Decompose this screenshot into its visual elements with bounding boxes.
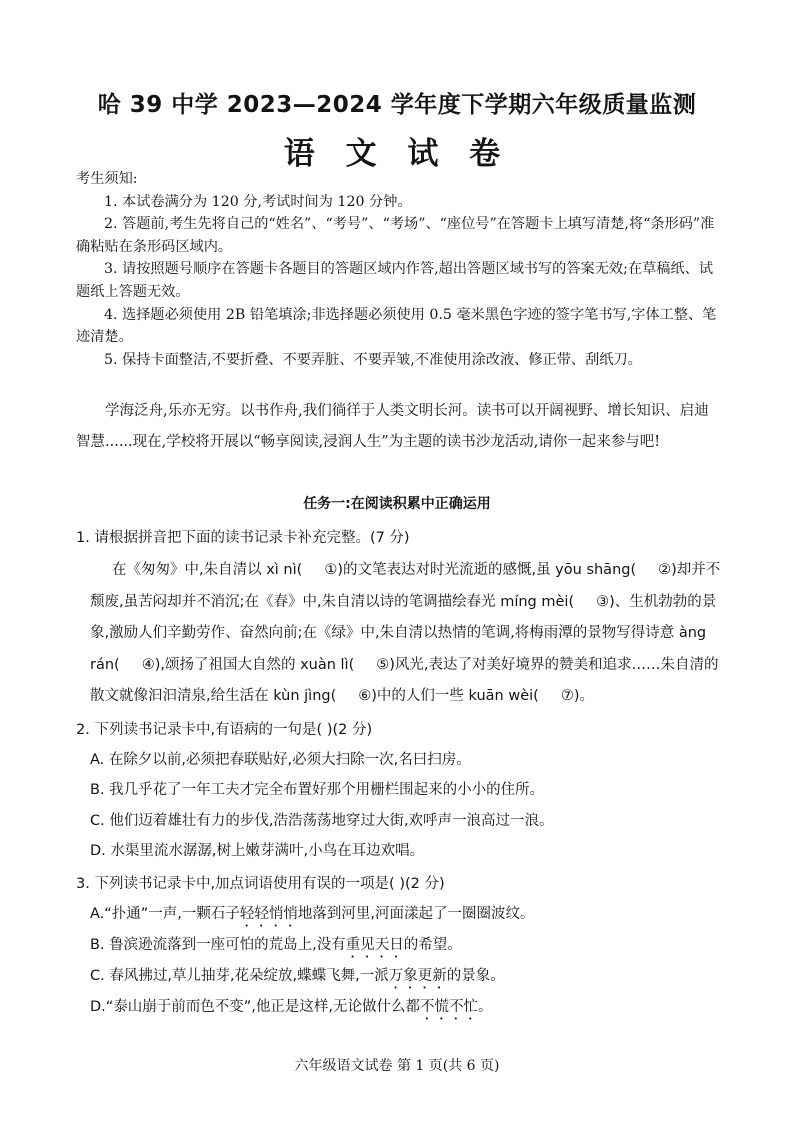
option-text: B. 鲁滨逊流落到一座可怕的荒岛上,没有 [90, 936, 346, 953]
passage-text: )的文笔表达对时光流逝的感慨,虽 yōu shāng( [337, 562, 637, 578]
option-c[interactable]: C. 他们迈着雄壮有力的步伐,浩浩荡荡地穿过大街,欢呼声一浪高过一浪。 [90, 812, 554, 829]
option-d[interactable]: D. 水渠里流水潺潺,树上嫩芽满叶,小鸟在耳边欢唱。 [90, 843, 425, 859]
option-text: D.“泰山崩于前而色不变”,他正是这样,无论做什么都 [90, 998, 421, 1015]
passage-text: ),颂扬了祖国大自然的 xuàn lì( [154, 656, 355, 673]
question-3-stem: 3. 下列读书记录卡中,加点词语使用有误的一项是( )(2 分) [76, 875, 445, 892]
option-text: C. 春风拂过,草儿抽芽,花朵绽放,蝶蝶飞舞,一派 [90, 967, 389, 984]
exam-subject-title: 语 文 试 卷 [283, 136, 511, 172]
option-b[interactable]: B. 我几乎花了一年工夫才完全布置好那个用栅栏围起来的小小的住所。 [90, 782, 545, 798]
passage-text: )风光,表达了对美好境界的赞美和追求……朱自清的散文就像汩汩清泉,给生活在 kùn jìng( [90, 656, 719, 704]
page-footer: 六年级语文试卷 第 1 页(共 6 页) [294, 1058, 500, 1074]
exam-title: 哈 39 中学 2023—2024 学年度下学期六年级质量监测 [97, 92, 697, 118]
notice-heading: 考生须知: [76, 171, 138, 187]
questions [76, 523, 722, 1023]
option-text: 地落到河里,河面漾起了一圈圈波纹。 [297, 905, 535, 922]
option-text: 。 [478, 998, 493, 1015]
blank-4[interactable]: ④ [141, 656, 155, 673]
question-2-stem: 2. 下列读书记录卡中,有语病的一句是( )(2 分) [76, 721, 373, 738]
question-3 [76, 869, 722, 1023]
option-text: 的希望。 [403, 936, 462, 953]
blank-7[interactable]: ⑦ [560, 688, 574, 704]
passage-text: 在《匆匆》中,朱自清以 xì nì( [112, 562, 303, 578]
option-c[interactable] [76, 961, 722, 992]
notice-item: 3. 请按照题号顺序在答题卡各题目的答题区域内作答,超出答题区域书写的答案无效;在草稿纸、试题纸上答题无效。 [76, 261, 714, 300]
passage-text: )中的人们一些 kuān wèi( [371, 688, 539, 704]
blank-3[interactable]: ③ [596, 593, 610, 610]
dotted-word: 万象更新 [388, 967, 447, 984]
passage-text: )、生机勃勃的景象,激励人们辛勤劳作、奋然向前;在《绿》中,朱自清以热情的笔调,将梅雨潭的景物写得诗意 àng rán( [90, 593, 717, 673]
notice-item: 4. 选择题必须使用 2B 铅笔填涂;非选择题必须使用 0.5 毫米黑色字迹的签字笔书写,字体工整、笔迹清楚。 [76, 306, 717, 346]
option-a[interactable] [76, 899, 722, 930]
option-text: A.“扑通”一声,一颗石子 [90, 905, 240, 922]
blank-5[interactable]: ⑤ [376, 656, 390, 673]
option-d[interactable] [76, 992, 722, 1023]
option-a[interactable]: A. 在除夕以前,必须把春联贴好,必须大扫除一次,名曰扫房。 [90, 751, 471, 768]
passage-text: )。 [573, 688, 594, 704]
blank-2[interactable]: ② [658, 562, 672, 578]
question-1-stem: 1. 请根据拼音把下面的读书记录卡补充完整。(7 分) [76, 530, 410, 546]
task-one-title: 任务一:在阅读积累中正确运用 [303, 496, 491, 512]
notice-item: 2. 答题前,考生先将自己的“姓名”、“考号”、“考场”、“座位号”在答题卡上填写清楚,将“条形码”准确粘贴在条形码区域内。 [76, 216, 715, 255]
blank-6[interactable]: ⑥ [358, 688, 372, 704]
option-text: 的景象。 [446, 967, 505, 984]
dotted-word: 不慌不忙 [420, 998, 479, 1015]
option-b[interactable] [76, 930, 722, 961]
dotted-word: 重见天日 [345, 936, 404, 953]
dotted-word: 轻轻悄悄 [239, 905, 298, 922]
passage-text: )却并不颓废,虽苦闷却并不消沉;在《春》中,朱自清以诗的笔调描绘春光 míng mèi( [90, 562, 721, 610]
candidate-notice [76, 168, 722, 371]
question-1-passage [76, 555, 722, 713]
question-1 [76, 523, 722, 713]
question-2 [76, 715, 722, 867]
notice-item: 1. 本试卷满分为 120 分,考试时间为 120 分钟。 [104, 193, 412, 210]
intro-paragraph: 学海泛舟,乐亦无穷。以书作舟,我们徜徉于人类文明长河。读书可以开阔视野、增长知识、启迪智慧......现在,学校将开展以“畅享阅读,浸润人生”为主题的读书沙龙活动,请你一起来参与吧! [76, 403, 709, 450]
blank-1[interactable]: ① [324, 562, 338, 578]
notice-item: 5. 保持卡面整洁,不要折叠、不要弄脏、不要弄皱,不准使用涂改液、修正带、刮纸刀。 [104, 351, 642, 368]
